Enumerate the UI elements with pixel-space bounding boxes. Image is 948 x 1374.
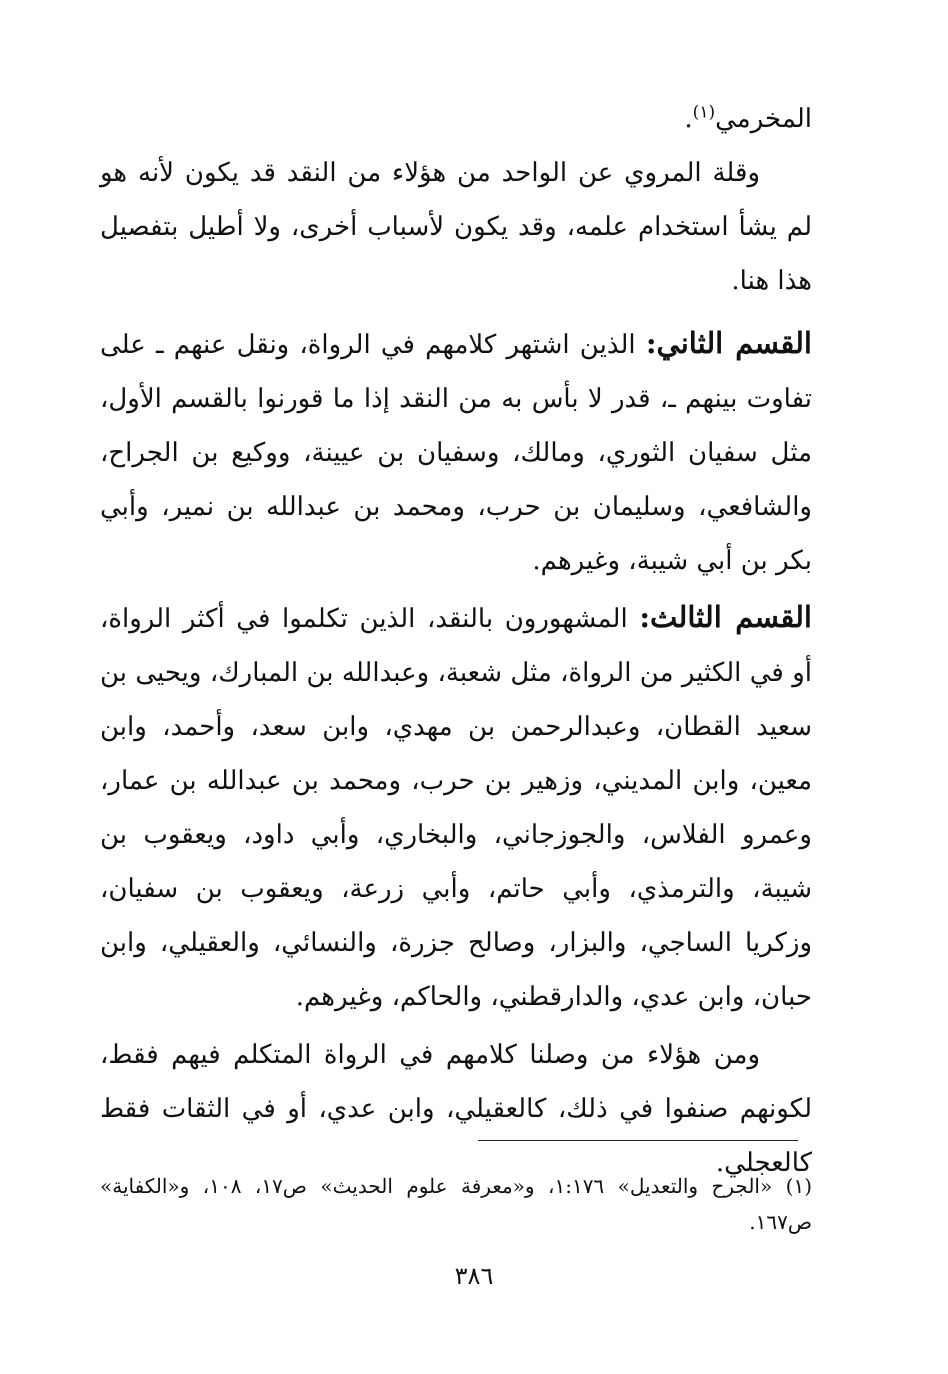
footnote: (١) «الجرح والتعديل» ١:١٧٦، و«معرفة علوم الحديث» ص١٧، ١٠٨، و«الكفاية» ص١٦٧. — [100, 1174, 812, 1234]
paragraph-0-end: . — [684, 104, 693, 134]
paragraph-2-body: الذين اشتهر كلامهم في الرواة، ونقل عنهم ـ على تفاوت بينهم ـ، قدر لا بأس به من النقد إذا ما قورنوا بالقسم الأول، مثل سفيان الثوري، ومالك، وسفيان بن عيينة، ووكيع بن الجراح، والشافعي، وسليمان بن حرب، ومحمد بن عبدالله بن نمير، وأبي بكر بن أبي شيبة، وغيرهم. — [100, 330, 812, 576]
paragraph-4: ومن هؤلاء من وصلنا كلامهم في الرواة المتكلم فيهم فقط، لكونهم صنفوا في ذلك، كالعقيلي، وابن عدي، أو في الثقات فقط كالعجلي. — [100, 1040, 812, 1178]
paragraph-2 — [100, 316, 812, 588]
footnote-divider — [478, 1140, 798, 1141]
page-number: ٣٨٦ — [454, 1262, 494, 1290]
section-heading-third: القسم الثالث: — [639, 600, 812, 634]
footnote-marker: (١) — [692, 102, 716, 123]
paragraph-0-text: المخرمي — [715, 104, 812, 134]
paragraph-0 — [100, 92, 812, 146]
page-body — [100, 92, 812, 1190]
paragraph-1: وقلة المروي عن الواحد من هؤلاء من النقد قد يكون لأنه هو لم يشأ استخدام علمه، وقد يكون لأسباب أخرى، ولا أطيل بتفصيل هذا هنا. — [100, 158, 812, 296]
section-heading-second: القسم الثاني: — [645, 326, 812, 360]
paragraph-3-body: المشهورون بالنقد، الذين تكلموا في أكثر الرواة، أو في الكثير من الرواة، مثل شعبة، وعبدالله بن المبارك، ويحيى بن سعيد القطان، وعبدالرحمن بن مهدي، وابن سعد، وأحمد، وابن معين، وابن المديني، وزهير بن حرب، ومحمد بن عبدالله بن عمار، وعمرو الفلاس، والجوزجاني، والبخاري، وأبي داود، ويعقوب بن شيبة، والترمذي، وأبي حاتم، وأبي زرعة، ويعقوب بن سفيان، وزكريا الساجي، والبزار، وصالح جزرة، والنسائي، والعقيلي، وابن حبان، وابن عدي، والدارقطني، والحاكم، وغيرهم. — [100, 604, 812, 1012]
paragraph-3 — [100, 590, 812, 1024]
